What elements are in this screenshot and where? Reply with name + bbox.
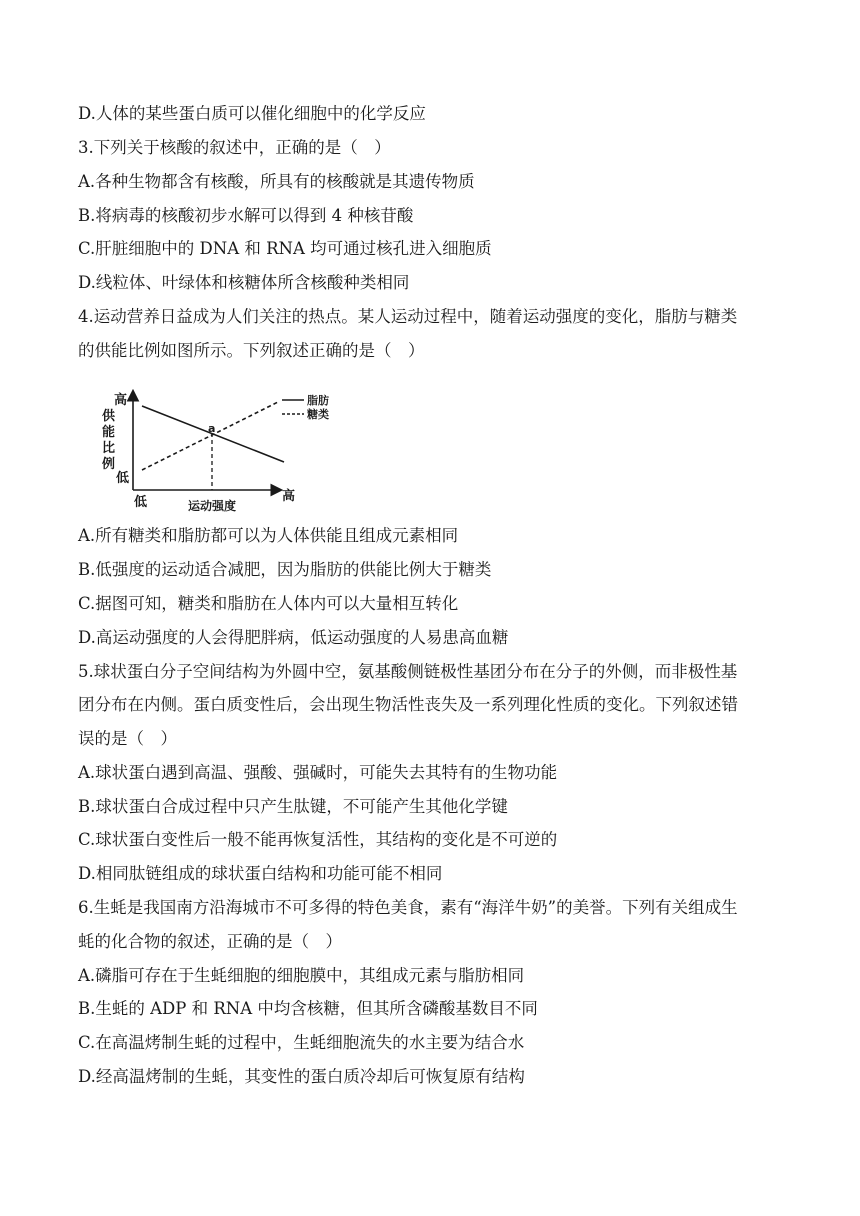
q3-option-d: D.线粒体、叶绿体和核糖体所含核酸种类相同 <box>78 273 410 292</box>
q4-option-a: A.所有糖类和脂肪都可以为人体供能且组成元素相同 <box>78 526 459 545</box>
q6-stem-line1: 6.生蚝是我国南方沿海城市不可多得的特色美食，素有“海洋牛奶”的美誉。下列有关组成生 <box>78 898 738 917</box>
q4-stem-line2: 的供能比例如图所示。下列叙述正确的是（ ） <box>78 341 425 360</box>
q3-stem: 3.下列关于核酸的叙述中，正确的是（ ） <box>78 138 391 157</box>
q5-option-c: C.球状蛋白变性后一般不能再恢复活性，其结构的变化是不可逆的 <box>78 830 558 849</box>
x-title: 运动强度 <box>188 499 237 513</box>
x-high-label: 高 <box>282 489 296 504</box>
q2-option-d: D.人体的某些蛋白质可以催化细胞中的化学反应 <box>78 104 426 123</box>
energy-supply-figure <box>100 386 340 516</box>
q4-option-d: D.高运动强度的人会得肥胖病，低运动强度的人易患高血糖 <box>78 628 509 647</box>
q3-option-c: C.肝脏细胞中的 DNA 和 RNA 均可通过核孔进入细胞质 <box>78 239 492 258</box>
q6-option-b: B.生蚝的 ADP 和 RNA 中均含核糖，但其所含磷酸基数目不同 <box>78 999 538 1018</box>
y-title-4: 例 <box>102 457 116 472</box>
legend-fat-label: 脂肪 <box>307 394 329 407</box>
sugar-line <box>142 402 278 470</box>
q5-stem-line2: 团分布在内侧。蛋白质变性后，会出现生物活性丧失及一系列理化性质的变化。下列叙述错 <box>78 695 738 714</box>
q6-option-a: A.磷脂可存在于生蚝细胞的细胞膜中，其组成元素与脂肪相同 <box>78 966 525 985</box>
q5-stem-line3: 误的是（ ） <box>78 729 177 748</box>
point-a-label: a <box>208 422 216 435</box>
q5-option-d: D.相同肽链组成的球状蛋白结构和功能可能不相同 <box>78 864 443 883</box>
q4-stem-line1: 4.运动营养日益成为人们关注的热点。某人运动过程中，随着运动强度的变化，脂肪与糖类 <box>78 307 738 326</box>
q4-option-c: C.据图可知，糖类和脂肪在人体内可以大量相互转化 <box>78 594 459 613</box>
y-title-3: 比 <box>102 441 116 456</box>
legend-sugar-label: 糖类 <box>307 408 329 421</box>
q5-option-a: A.球状蛋白遇到高温、强酸、强碱时，可能失去其特有的生物功能 <box>78 763 558 782</box>
y-title-1: 供 <box>102 409 116 424</box>
q3-option-b: B.将病毒的核酸初步水解可以得到 4 种核苷酸 <box>78 206 414 225</box>
y-high-label: 高 <box>114 393 128 408</box>
q3-option-a: A.各种生物都含有核酸，所具有的核酸就是其遗传物质 <box>78 172 475 191</box>
q6-option-c: C.在高温烤制生蚝的过程中，生蚝细胞流失的水主要为结合水 <box>78 1033 525 1052</box>
y-title-2: 能 <box>102 425 116 440</box>
q6-stem-line2: 蚝的化合物的叙述，正确的是（ ） <box>78 932 342 951</box>
x-low-label: 低 <box>134 495 148 510</box>
q4-option-b: B.低强度的运动适合减肥，因为脂肪的供能比例大于糖类 <box>78 560 492 579</box>
q6-option-d: D.经高温烤制的生蚝，其变性的蛋白质冷却后可恢复原有结构 <box>78 1067 525 1086</box>
y-low-label: 低 <box>116 471 130 486</box>
q5-option-b: B.球状蛋白合成过程中只产生肽键，不可能产生其他化学键 <box>78 797 508 816</box>
q5-stem-line1: 5.球状蛋白分子空间结构为外圆中空，氨基酸侧链极性基团分布在分子的外侧，而非极性基 <box>78 662 738 681</box>
